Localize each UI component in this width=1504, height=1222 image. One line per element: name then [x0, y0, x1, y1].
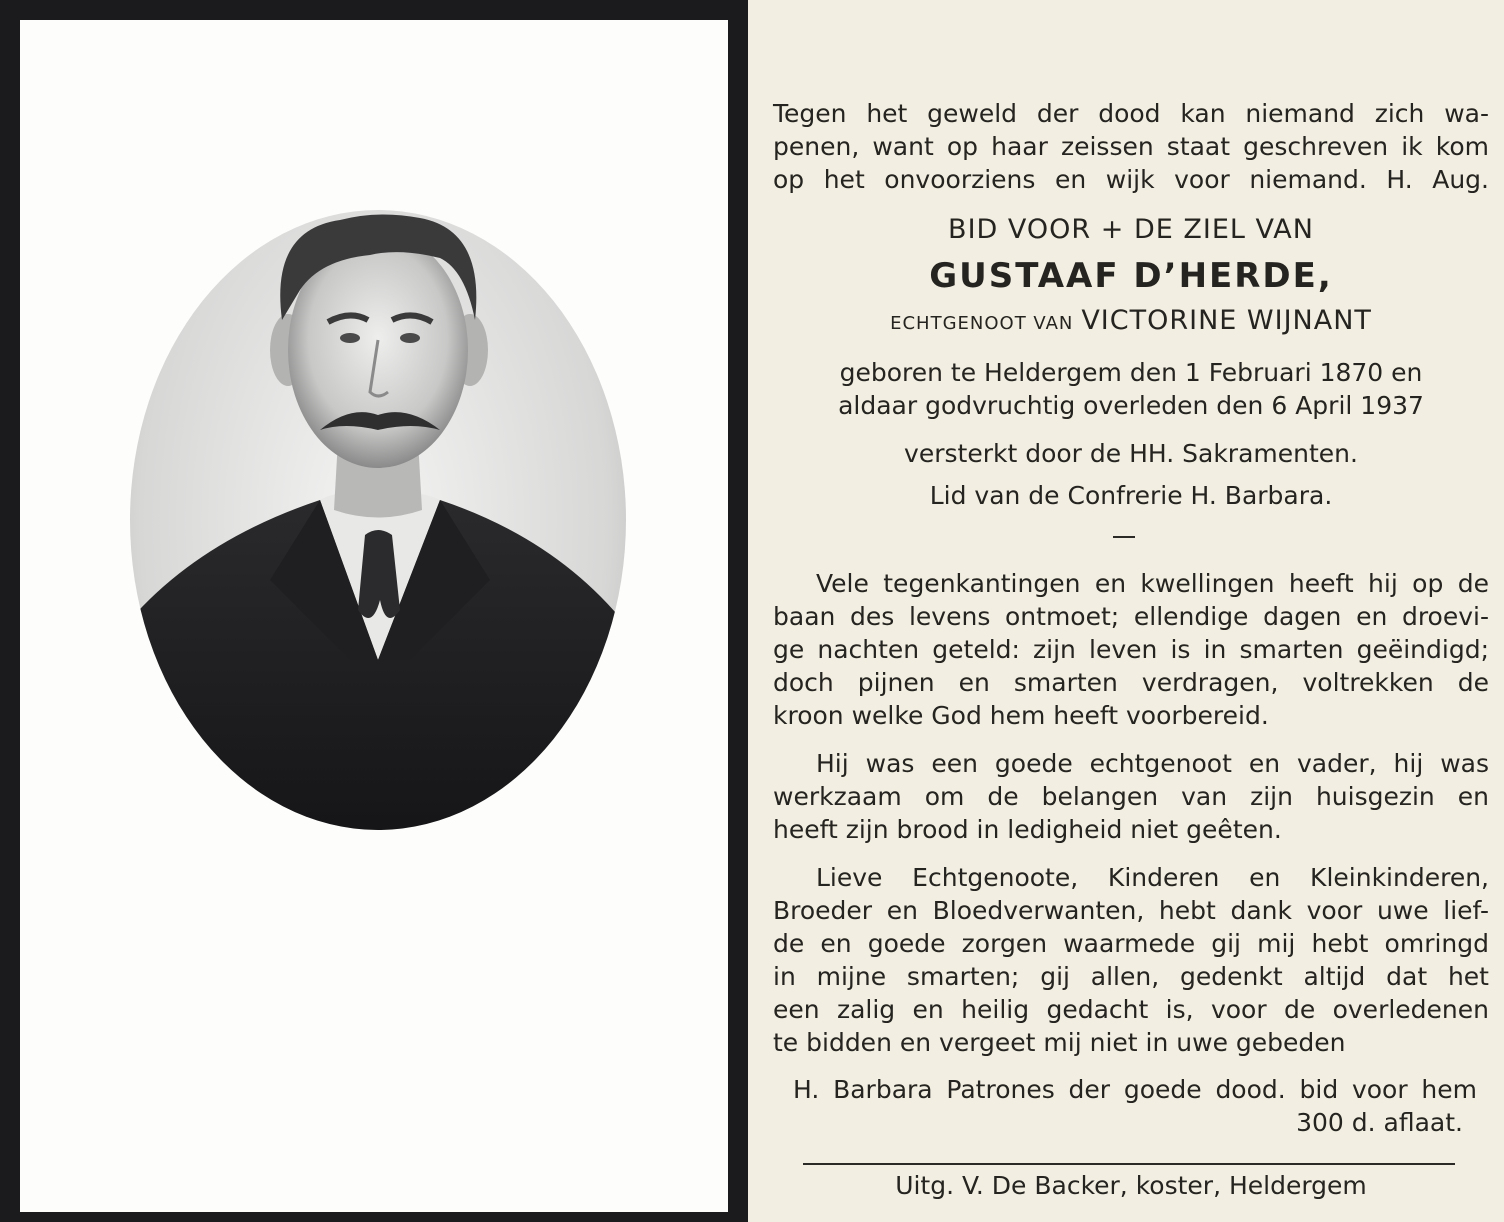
spouse-prefix: ECHTGENOOT VAN [890, 313, 1074, 334]
publisher-line: Uitg. V. De Backer, koster, Heldergem [895, 1171, 1367, 1200]
paragraph-3-line-6: te bidden en vergeet mij niet in uwe gebeden [773, 1028, 1346, 1057]
paragraph-3-line-2: Broeder en Bloedverwanten, hebt dank voor uwe lief- [773, 896, 1489, 925]
patron-line: H. Barbara Patrones der goede dood. bid voor hem [793, 1075, 1477, 1104]
paragraph-1-line-5: kroon welke God hem heeft voorbereid. [773, 701, 1269, 730]
death-line: aldaar godvruchtig overleden den 6 April 1937 [838, 391, 1424, 420]
birth-line: geboren te Heldergem den 1 Februari 1870 en [839, 358, 1423, 387]
sacraments-line: versterkt door de HH. Sakramenten. [904, 439, 1358, 468]
paragraph-1-line-3: ge nachten geteld: zijn leven is in smarten geëindigd; [773, 635, 1489, 664]
paragraph-2-line-2: werkzaam om de belangen van zijn huisgezin en [773, 782, 1489, 811]
paragraph-2-line-1: Hij was een goede echtgenoot en vader, hij was [816, 749, 1489, 778]
spouse-line [773, 305, 1489, 340]
paragraph-1-line-2: baan des levens ontmoet; ellendige dagen en droevi- [773, 602, 1489, 631]
indulgence-line: 300 d. aflaat. [1296, 1108, 1463, 1137]
deceased-name: GUSTAAF D’HERDE, [929, 256, 1333, 296]
quote-line-3: op het onvoorziens en wijk voor niemand. H. Aug. [773, 165, 1489, 194]
member-line: Lid van de Confrerie H. Barbara. [929, 481, 1333, 510]
paragraph-1-line-1: Vele tegenkantingen en kwellingen heeft hij op de [816, 569, 1489, 598]
text-card [748, 0, 1504, 1222]
spouse-name: VICTORINE WIJNANT [1081, 305, 1372, 336]
paragraph-3-line-4: in mijne smarten; gij allen, gedenkt altijd dat het [773, 962, 1489, 991]
prayer-heading: BID VOOR + DE ZIEL VAN [948, 214, 1314, 245]
portrait-of-man-icon [20, 20, 728, 1212]
paragraph-3-line-3: de en goede zorgen waarmede gij mij hebt omringd [773, 929, 1489, 958]
paragraph-3-line-5: een zalig en heilig gedacht is, voor de overledenen [773, 995, 1489, 1024]
separator-dash [1113, 536, 1135, 538]
portrait-card [0, 0, 748, 1222]
paragraph-2-line-3: heeft zijn brood in ledigheid niet geêten. [773, 815, 1282, 844]
quote-line-2: penen, want op haar zeissen staat geschreven ik kom [773, 132, 1489, 161]
paragraph-3-line-1: Lieve Echtgenoote, Kinderen en Kleinkinderen, [816, 863, 1489, 892]
paragraph-1-line-4: doch pijnen en smarten verdragen, voltrekken de [773, 668, 1489, 697]
footer-rule [803, 1163, 1455, 1165]
photo-panel [20, 20, 728, 1212]
quote-line-1: Tegen het geweld der dood kan niemand zich wa- [773, 99, 1489, 128]
